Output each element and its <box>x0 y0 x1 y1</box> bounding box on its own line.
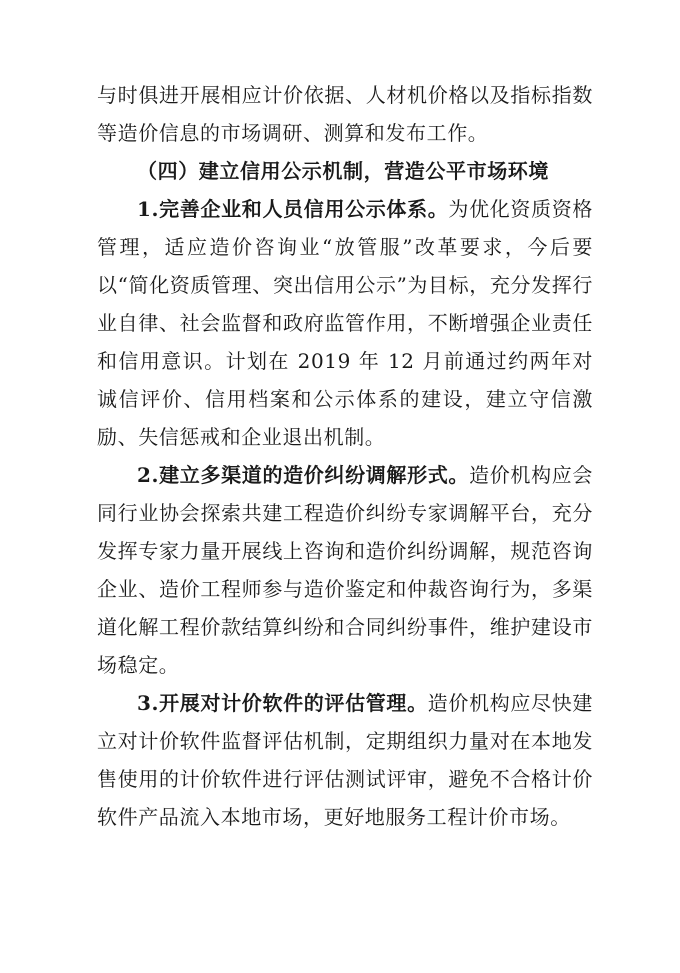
paragraph-lead-1: 1.完善企业和人员信用公示体系。 <box>137 197 449 221</box>
paragraph-item-2 <box>97 456 593 684</box>
paragraph-lead-3: 3.开展对计价软件的评估管理。 <box>137 691 428 715</box>
continuation-paragraph: 与时俱进开展相应计价依据、人材机价格以及指标指数等造价信息的市场调研、测算和发布工作。 <box>97 83 593 145</box>
section-heading: （四）建立信用公示机制，营造公平市场环境 <box>137 159 549 183</box>
paragraph-item-3 <box>97 684 593 836</box>
paragraph-text-3: 造价机构应尽快建立对计价软件监督评估机制，定期组织力量对在本地发售使用的计价软件进行评估测试评审，避免不合格计价软件产品流入本地市场，更好地服务工程计价市场。 <box>97 691 593 829</box>
paragraph-item-1 <box>97 190 593 456</box>
paragraph-text-2: 造价机构应会同行业协会探索共建工程造价纠纷专家调解平台，充分发挥专家力量开展线上咨询和造价纠纷调解，规范咨询企业、造价工程师参与造价鉴定和仲裁咨询行为，多渠道化解工程价款结算纠纷和合同纠纷事件，维护建设市场稳定。 <box>97 463 593 677</box>
paragraph-text-1: 为优化资质资格管理，适应造价咨询业“放管服”改革要求，今后要以“简化资质管理、突出信用公示”为目标，充分发挥行业自律、社会监督和政府监管作用，不断增强企业责任和信用意识。计划在 2019 年 12 月前通过约两年对诚信评价、信用档案和公示体系的建设，建立守信激励、失信惩戒和企业退出机制。 <box>97 197 593 449</box>
document-body <box>97 76 593 836</box>
paragraph-lead-2: 2.建立多渠道的造价纠纷调解形式。 <box>137 463 470 487</box>
